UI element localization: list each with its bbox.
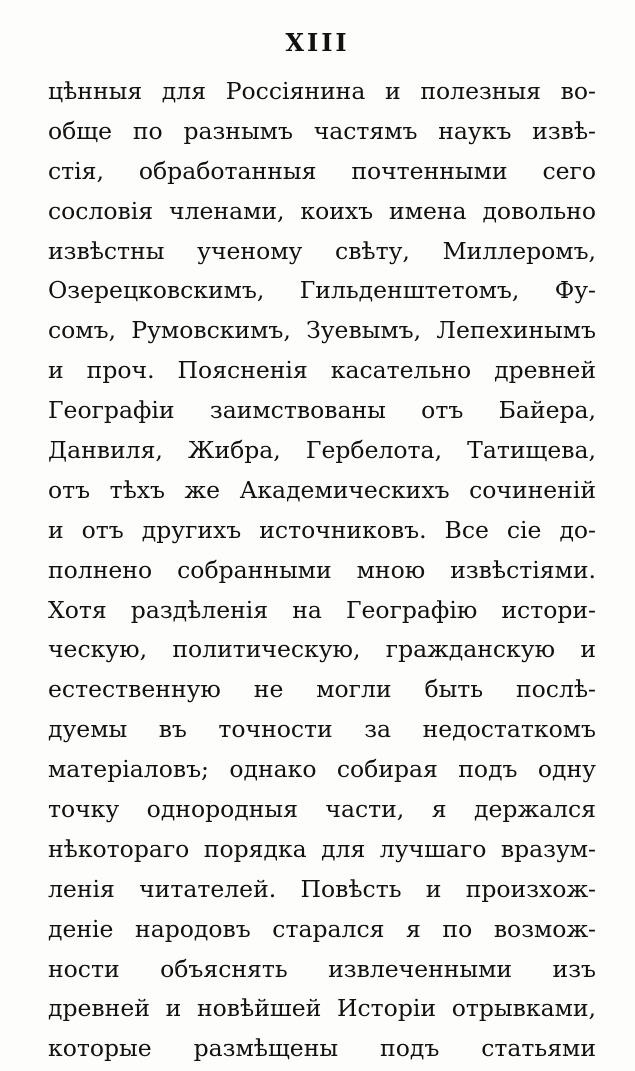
text-line: ленія читателей. Повѣсть и произхож- [48, 874, 596, 903]
text-line: которые размѣщены подъ статьями [48, 1034, 596, 1063]
text-line: и отъ другихъ источниковъ. Все сіе до- [48, 515, 596, 544]
text-line: точку однородныя части, я держался [48, 795, 596, 824]
text-line: ческую, политическую, гражданскую и [48, 635, 596, 664]
text-line: Озерецковскимъ, Гильденштетомъ, Фу- [48, 276, 596, 305]
page-number: XIII [285, 28, 350, 57]
text-line: стія, обработанныя почтенными сего [48, 156, 596, 185]
text-line: древней и новѣйшей Исторіи отрывками, [48, 994, 596, 1023]
text-line: деніе народовъ старался я по возмож- [48, 914, 596, 943]
text-line: естественную не могли быть послѣ- [48, 675, 596, 704]
text-line: Данвиля, Жибра, Гербелота, Татищева, [48, 436, 596, 465]
text-line: сословія членами, коихъ имена довольно [48, 196, 596, 225]
text-line: цѣнныя для Россіянина и полезныя во- [48, 77, 596, 105]
text-line: Хотя раздѣленія на Географію истори- [48, 595, 596, 624]
text-line: матеріаловъ; однако собирая подъ одну [48, 755, 596, 784]
text-line: отъ тѣхъ же Академическихъ сочиненій [48, 475, 596, 504]
text-line: извѣстны ученому свѣту, Миллеромъ, [48, 236, 596, 265]
text-line: ности объяснять извлеченными изъ [48, 954, 596, 983]
text-line: нѣкотораго порядка для лучшаго вразум- [48, 834, 596, 863]
text-line: дуемы въ точности за недостаткомъ [48, 715, 596, 744]
text-line: сомъ, Румовскимъ, Зуевымъ, Лепехинымъ [48, 316, 596, 345]
text-line: обще по разнымъ частямъ наукъ извѣ- [48, 116, 596, 145]
body-text [48, 72, 596, 1069]
text-line: Географіи заимствованы отъ Байера, [48, 396, 596, 425]
text-line: полнено собранными мною извѣстіями. [48, 555, 596, 584]
text-line: и проч. Поясненія касательно древней [48, 356, 596, 385]
